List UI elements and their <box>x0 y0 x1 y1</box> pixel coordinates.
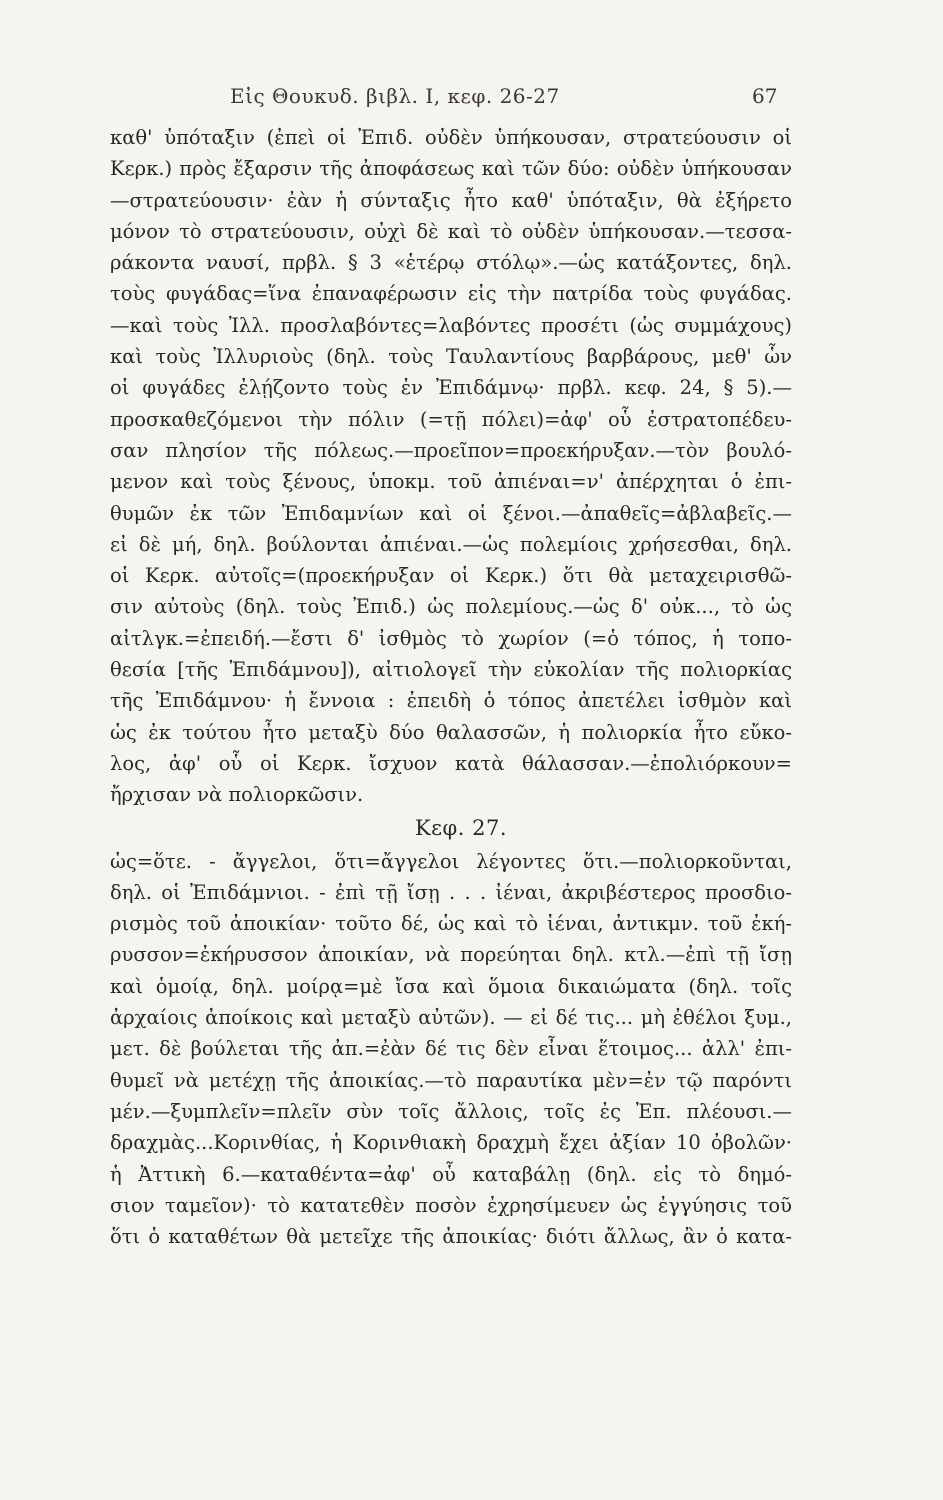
text-line: ὅτι ὁ καταθέτων θὰ μετεῖχε τῆς ἀποικίας· διότι ἄλλως, ἂν ὁ κατα- <box>110 1225 792 1249</box>
text-line: ρυσσον=ἐκήρυσσον ἀποικίαν, νὰ πορεύηται δηλ. κτλ.—ἐπὶ τῇ ἴσῃ <box>110 943 792 967</box>
text-line: ράκοντα ναυσί, πρβλ. § 3 «ἑτέρῳ στόλῳ».—ὡς κατάξοντες, δηλ. <box>110 251 792 275</box>
commentary-section-26 <box>110 122 792 811</box>
text-line: ἀρχαίοις ἀποίκοις καὶ μεταξὺ αὐτῶν). — εἰ δέ τις... μὴ ἐθέλοι ξυμ., <box>110 1006 792 1030</box>
text-line: σιν αὐτοὺς (δηλ. τοὺς Ἐπιδ.) ὡς πολεμίους.—ὡς δ' οὐκ..., τὸ ὡς <box>110 595 792 619</box>
text-line: δραχμὰς...Κορινθίας, ἡ Κορινθιακὴ δραχμὴ ἔχει ἀξίαν 10 ὀβολῶν· <box>110 1131 792 1155</box>
text-line: εἰ δὲ μή, δηλ. βούλονται ἀπιέναι.—ὡς πολεμίοις χρήσεσθαι, δηλ. <box>110 532 792 556</box>
text-line: —καὶ τοὺς Ἰλλ. προσλαβόντες=λαβόντες προσέτι (ὡς συμμάχους) <box>110 313 792 337</box>
text-line: ρισμὸς τοῦ ἀποικίαν· τοῦτο δέ, ὡς καὶ τὸ ἰέναι, ἀντικμν. τοῦ ἐκή- <box>110 912 792 936</box>
text-line: ὡς=ὅτε. - ἄγγελοι, ὅτι=ἄγγελοι λέγοντες ὅτι.—πολιορκοῦνται, <box>110 849 792 873</box>
text-line: οἱ Κερκ. αὐτοῖς=(προεκήρυξαν οἱ Κερκ.) ὅτι θὰ μεταχειρισθῶ- <box>110 564 792 588</box>
text-line: θεσία [τῆς Ἐπιδάμνου]), αἰτιολογεῖ τὴν εὐκολίαν τῆς πολιορκίας <box>110 658 792 682</box>
page-number: 67 <box>752 84 778 108</box>
text-line: καὶ τοὺς Ἰλλυριοὺς (δηλ. τοὺς Ταυλαντίους βαρβάρους, μεθ' ὧν <box>110 345 792 369</box>
text-line: ἡ Ἀττικὴ 6.—καταθέντα=ἀφ' οὗ καταβάλῃ (δηλ. εἰς τὸ δημό- <box>110 1162 792 1186</box>
commentary-section-27 <box>110 846 792 1253</box>
running-title: Εἰς Θουκυδ. βιβλ. Ι, κεφ. 26-27 <box>230 84 560 108</box>
text-line: μενον καὶ τοὺς ξένους, ὑποκμ. τοῦ ἀπιέναι=ν' ἀπέρχηται ὁ ἐπι- <box>110 470 792 494</box>
text-line: σαν πλησίον τῆς πόλεως.—προεῖπον=προεκήρυξαν.—τὸν βουλό- <box>110 438 792 462</box>
text-line: σιον ταμεῖον)· τὸ κατατεθὲν ποσὸν ἐχρησίμευεν ὡς ἐγγύησις τοῦ <box>110 1193 792 1217</box>
text-line: αἰτλγκ.=ἐπειδή.—ἔστι δ' ἰσθμὸς τὸ χωρίον (=ὁ τόπος, ἡ τοπο- <box>110 626 792 650</box>
text-line: μέν.—ξυμπλεῖν=πλεῖν σὺν τοῖς ἄλλοις, τοῖς ἐς Ἐπ. πλέουσι.— <box>110 1099 792 1123</box>
commentary-text <box>110 122 792 1252</box>
text-line: ἤρχισαν νὰ πολιορκῶσιν. <box>110 783 364 807</box>
text-line: ὡς ἐκ τούτου ἦτο μεταξὺ δύο θαλασσῶν, ἡ πολιορκία ἦτο εὔκο- <box>110 720 792 744</box>
text-line: θυμεῖ νὰ μετέχῃ τῆς ἀποικίας.—τὸ παραυτίκα μὲν=ἐν τῷ παρόντι <box>110 1068 792 1092</box>
text-line: καθ' ὑπόταξιν (ἐπεὶ οἱ Ἐπιδ. οὐδὲν ὑπήκουσαν, στρατεύουσιν οἱ <box>110 126 792 149</box>
text-line: προσκαθεζόμενοι τὴν πόλιν (=τῇ πόλει)=ἀφ' οὗ ἐστρατοπέδευ- <box>110 407 792 431</box>
text-line: —στρατεύουσιν· ἐὰν ἡ σύνταξις ἦτο καθ' ὑπόταξιν, θὰ ἐξήρετο <box>110 188 792 212</box>
text-line: δηλ. οἱ Ἐπιδάμνιοι. - ἐπὶ τῇ ἴσῃ . . . ἰέναι, ἀκριβέστερος προσδιο- <box>110 880 792 904</box>
text-line: θυμῶν ἐκ τῶν Ἐπιδαμνίων καὶ οἱ ξένοι.—ἀπαθεῖς=ἀβλαβεῖς.— <box>110 501 792 525</box>
chapter-heading: Κεφ. 27. <box>414 815 508 840</box>
text-line: Κερκ.) πρὸς ἔξαρσιν τῆς ἀποφάσεως καὶ τῶν δύο: οὐδὲν ὑπήκουσαν <box>110 157 792 181</box>
text-line: τῆς Ἐπιδάμνου· ἡ ἔννοια : ἐπειδὴ ὁ τόπος ἀπετέλει ἰσθμὸν καὶ <box>110 689 792 713</box>
text-line: καὶ ὁμοίᾳ, δηλ. μοίρᾳ=μὲ ἴσα καὶ ὅμοια δικαιώματα (δηλ. τοῖς <box>110 974 792 998</box>
text-line: μετ. δὲ βούλεται τῆς ἀπ.=ἐὰν δέ τις δὲν εἶναι ἕτοιμος... ἀλλ' ἐπι- <box>110 1037 792 1061</box>
text-line: λος, ἀφ' οὗ οἱ Κερκ. ἴσχυον κατὰ θάλασσαν.—ἐπολιόρκουν= <box>110 751 792 775</box>
text-line: τοὺς φυγάδας=ἵνα ἐπαναφέρωσιν εἰς τὴν πατρίδα τοὺς φυγάδας. <box>110 282 792 306</box>
text-line: μόνον τὸ στρατεύουσιν, οὐχὶ δὲ καὶ τὸ οὐδὲν ὑπήκουσαν.—τεσσα- <box>110 219 792 243</box>
text-line: οἱ φυγάδες ἐλῄζοντο τοὺς ἐν Ἐπιδάμνῳ· πρβλ. κεφ. 24, § 5).— <box>110 376 792 400</box>
